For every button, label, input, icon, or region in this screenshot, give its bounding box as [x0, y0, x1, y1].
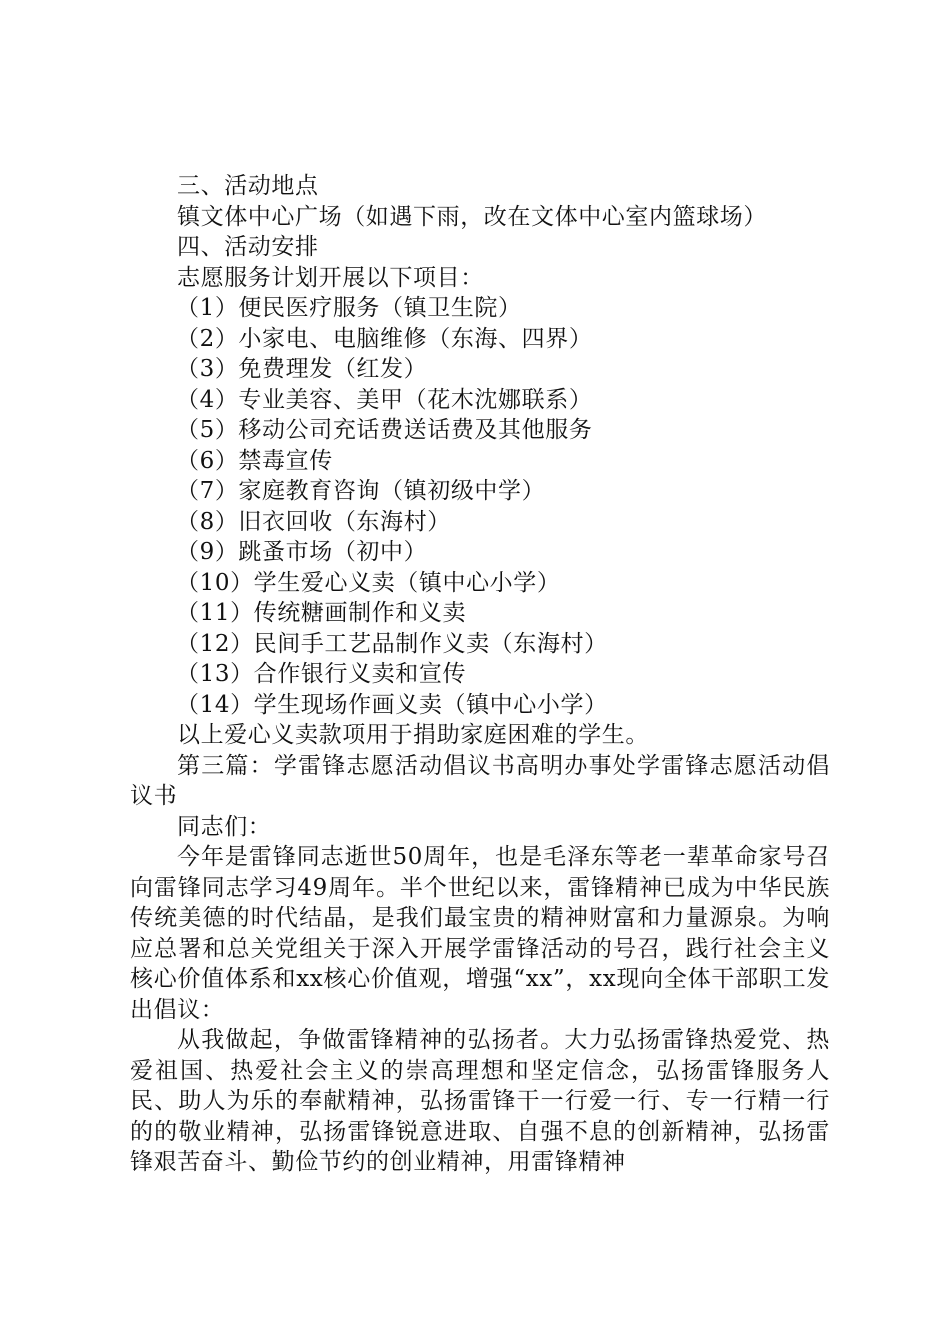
list-item: （1）便民医疗服务（镇卫生院）	[176, 295, 522, 321]
list-item: （6）禁毒宣传	[176, 447, 333, 474]
salutation: 同志们：	[177, 813, 272, 840]
list-item: （14）学生现场作画义卖（镇中心小学）	[176, 691, 608, 718]
list-item: （13）合作银行义卖和宣传	[176, 661, 467, 687]
list-item: （12）民间手工艺品制作义卖（东海村）	[176, 630, 608, 657]
document-body	[130, 171, 830, 1178]
list-item: （11）传统糖画制作和义卖	[176, 600, 467, 626]
items-intro: 志愿服务计划开展以下项目：	[177, 264, 484, 291]
location-text: 镇文体中心广场（如遇下雨，改在文体中心室内篮球场）	[177, 203, 767, 230]
list-item: （10）学生爱心义卖（镇中心小学）	[176, 569, 561, 596]
paragraph-2: 从我做起，争做雷锋精神的弘扬者。大力弘扬雷锋热爱党、热爱祖国、热爱社会主义的崇高理想和坚定信念，弘扬雷锋服务人民、助人为乐的奉献精神，弘扬雷锋干一行爱一行、专一行精一行的的敬业精神，弘扬雷锋锐意进取、自强不息的创新精神，弘扬雷锋艰苦奋斗、勤俭节约的创业精神，用雷锋精神	[130, 1027, 830, 1175]
paragraph-1: 今年是雷锋同志逝世50周年，也是毛泽东等老一辈革命家号召向雷锋同志学习49周年。半个世纪以来，雷锋精神已成为中华民族传统美德的时代结晶，是我们最宝贵的精神财富和力量源泉。为响应总署和总关党组关于深入开展学雷锋活动的号召，践行社会主义核心价值体系和xx核心价值观，增强“xx”，xx现向全体干部职工发出倡议：	[130, 844, 830, 1023]
list-item: （5）移动公司充话费送话费及其他服务	[176, 417, 593, 443]
list-item: （8）旧衣回收（东海村）	[176, 508, 451, 535]
list-item: （7）家庭教育咨询（镇初级中学）	[176, 478, 546, 504]
section3-heading: 三、活动地点	[177, 173, 319, 199]
part3-title: 第三篇：学雷锋志愿活动倡议书高明办事处学雷锋志愿活动倡议书	[130, 752, 830, 809]
list-item: （4）专业美容、美甲（花木沈娜联系）	[176, 386, 593, 413]
section4-heading: 四、活动安排	[177, 234, 319, 260]
list-item: （2）小家电、电脑维修（东海、四界）	[176, 325, 593, 352]
list-item: （3）免费理发（红发）	[176, 356, 428, 382]
list-item: （9）跳蚤市场（初中）	[176, 539, 428, 565]
items-note: 以上爱心义卖款项用于捐助家庭困难的学生。	[177, 722, 649, 748]
